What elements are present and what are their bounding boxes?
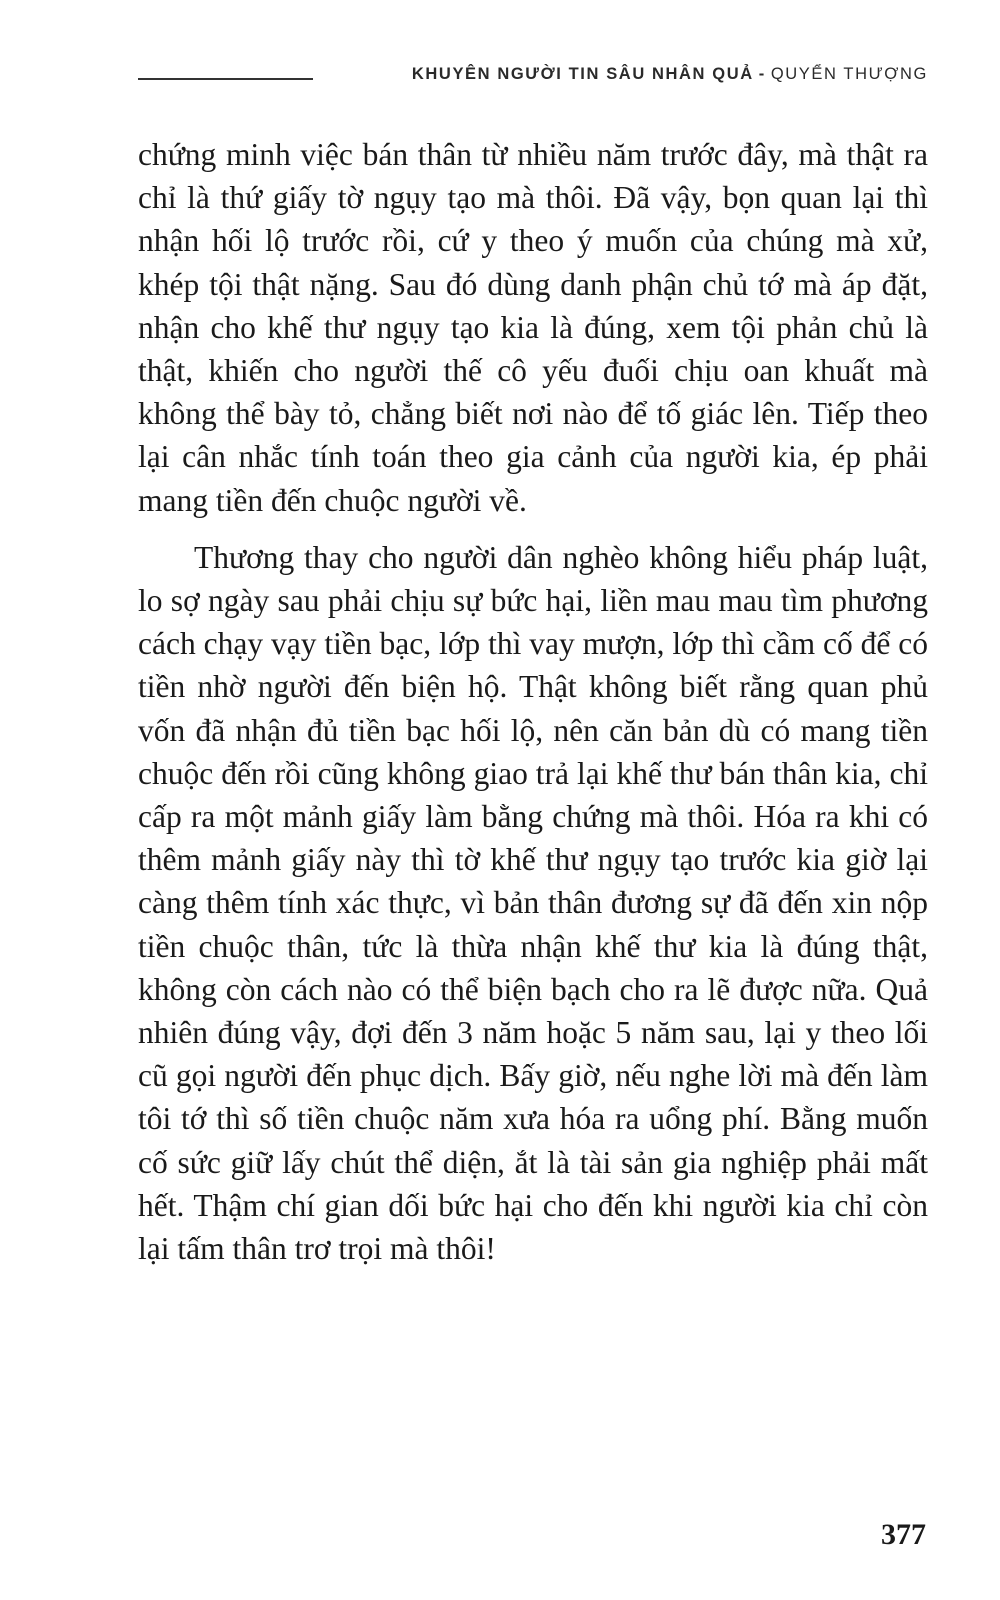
book-title: KHUYÊN NGƯỜI TIN SÂU NHÂN QUẢ bbox=[411, 64, 754, 83]
volume-title: QUYỂN THƯỢNG bbox=[770, 64, 928, 83]
paragraph-2: Thương thay cho người dân nghèo không hiểu pháp luật, lo sợ ngày sau phải chịu sự bức hại, liền mau mau tìm phương cách chạy vạy tiền bạc, lớp thì vay mượn, lớp thì cầm cố để có tiền nhờ người đến biện hộ. Thật không biết rằng quan phủ vốn đã nhận đủ tiền bạc hối lộ, nên căn bản dù có mang tiền chuộc đến rồi cũng không giao trả lại khế thư bán thân kia, chỉ cấp ra một mảnh giấy làm bằng chứng mà thôi. Hóa ra khi có thêm mảnh giấy này thì tờ khế thư ngụy tạo trước kia giờ lại càng thêm tính xác thực, vì bản thân đương sự đã đến xin nộp tiền chuộc thân, tức là thừa nhận khế thư kia là đúng thật, không còn cách nào có thể biện bạch cho ra lẽ được nữa. Quả nhiên đúng vậy, đợi đến 3 năm hoặc 5 năm sau, lại y theo lối cũ gọi người đến phục dịch. Bấy giờ, nếu nghe lời mà đến làm tôi tớ thì số tiền chuộc năm xưa hóa ra uổng phí. Bằng muốn cố sức giữ lấy chút thể diện, ắt là tài sản gia nghiệp phải mất hết. Thậm chí gian dối bức hại cho đến khi người kia chỉ còn lại tấm thân trơ trọi mà thôi! bbox=[138, 539, 928, 1267]
body-text bbox=[138, 133, 928, 1270]
header-text bbox=[412, 65, 928, 84]
header-separator: - bbox=[758, 64, 766, 83]
running-header bbox=[138, 62, 928, 86]
page-number: 377 bbox=[881, 1518, 926, 1551]
header-rule bbox=[138, 78, 313, 80]
paragraph-1: chứng minh việc bán thân từ nhiều năm trước đây, mà thật ra chỉ là thứ giấy tờ ngụy tạo mà thôi. Đã vậy, bọn quan lại thì nhận hối lộ trước rồi, cứ y theo ý muốn của chúng mà xử, khép tội thật nặng. Sau đó dùng danh phận chủ tớ mà áp đặt, nhận cho khế thư ngụy tạo kia là đúng, xem tội phản chủ là thật, khiến cho người thế cô yếu đuối chịu oan khuất mà không thể bày tỏ, chẳng biết nơi nào để tố giác lên. Tiếp theo lại cân nhắc tính toán theo gia cảnh của người kia, ép phải mang tiền đến chuộc người về. bbox=[138, 137, 928, 518]
